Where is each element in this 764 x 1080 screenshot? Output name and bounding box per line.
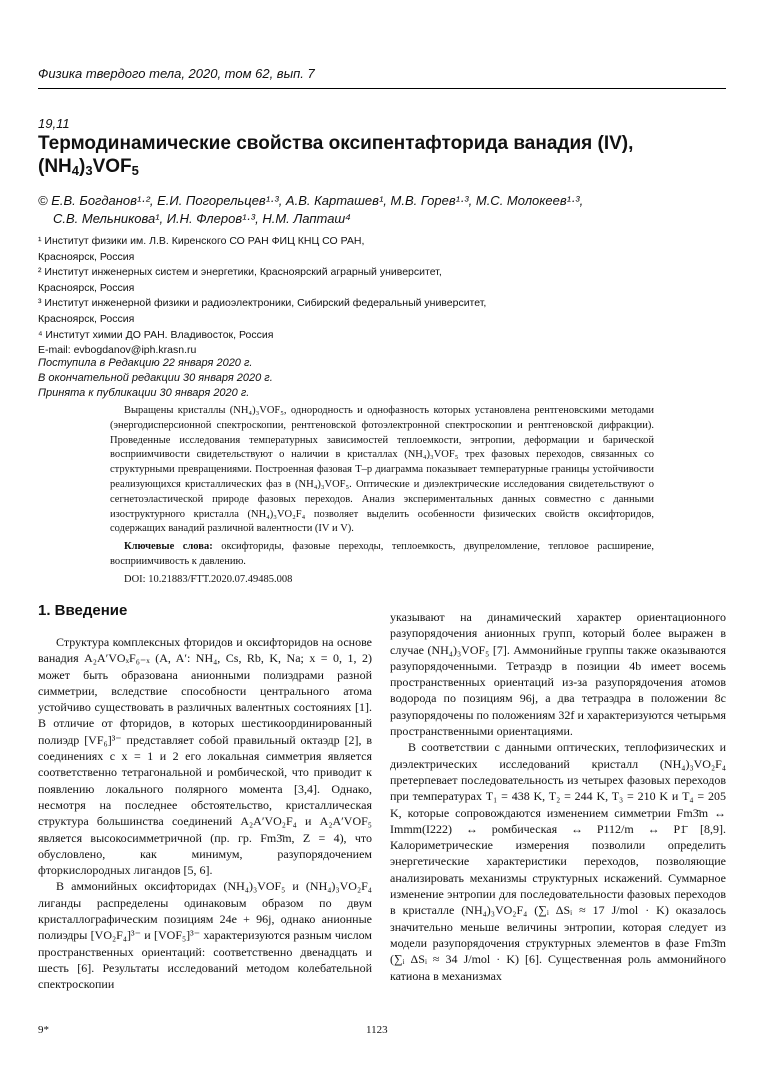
printer-signature: 9* xyxy=(38,1024,49,1036)
abstract: Выращены кристаллы (NH₄)₃VOF₅, однородность и однофазность которых установлена рентгеновскими методами (энергодисперсионной спектроскопии, рентгеновской фотоэлектронной спектроскопии и рентгеновской дифракции). Проведенные исследования температурных зависимостей теплоемкости, энтропии, деформации и барической восприимчивости свидетельствуют о наличии в кристаллах (NH₄)₃VOF₅ трех фазовых переходов, связанных со структурными превращениями. Построенная фазовая T–p диаграмма показывает температурные границы устойчивости реализующихся кристаллических фаз в (NH₄)₃VOF₅. Оптические и диэлектрические исследования свидетельствуют о сегнетоэластической природе фазовых переходов. Анализ экспериментальных данных совместно с данными изоструктурного кристалла (NH₄)₃VO₂F₄ позволяет выделить особенности физических свойств оксифторидов, содержащих ванадий различной валентности (IV и V). xyxy=(110,405,654,535)
authors-line-1: © Е.В. Богданов¹·², Е.И. Погорельцев¹·³, А.В. Карташев¹, М.В. Горев¹·³, М.С. Молокеев¹·³, xyxy=(38,193,584,208)
keywords-label: Ключевые слова: xyxy=(124,541,213,552)
affiliation-1-city: Красноярск, Россия xyxy=(38,250,135,263)
affiliation-1: ¹ Институт физики им. Л.В. Киренского СО РАН ФИЦ КНЦ СО РАН, xyxy=(38,235,365,247)
date-received: Поступила в Редакцию 22 января 2020 г. xyxy=(38,357,253,369)
doi[interactable]: DOI: 10.21883/FTT.2020.07.49485.008 xyxy=(124,574,293,585)
affiliation-3-city: Красноярск, Россия xyxy=(38,312,135,325)
date-revised: В окончательной редакции 30 января 2020 г. xyxy=(38,372,273,384)
udc-code: 19,11 xyxy=(38,116,70,131)
date-accepted: Принята к публикации 30 января 2020 г. xyxy=(38,387,250,399)
paragraph: указывают на динамический характер ориентационного разупорядочения анионных групп, который более выражен в случае (NH₄)₃VOF₅ [7]. Аммонийные группы также оказываются разупорядоченными. Тетраэдр в позиции 4b имеет восемь пространственных ориентаций из-за разупорядочения атомов водорода по позициям 96j, а два тетраэдра в положении 8c разупорядочены по положениям 32f и характеризуются четырьмя пространственными ориентациями. xyxy=(390,610,726,739)
right-column xyxy=(390,609,726,984)
keywords-text: оксифториды, фазовые переходы, теплоемкость, двупреломление, тепловое расширение, восприимчивость к давлению. xyxy=(110,541,654,567)
affiliation-4: ⁴ Институт химии ДО РАН. Владивосток, Россия xyxy=(38,328,274,341)
paragraph: В соответствии с данными оптических, теплофизических и диэлектрических исследований кристалл (NH₄)₃VO₂F₄ претерпевает последовательность из четырех фазовых переходов при температурах T₁ = 438 K, T₂ = 244 K, T₃ = 210 K и T₄ = 205 K, которые сопровождаются изменением симметрии Fm3̄m ↔ Immm(I222) ↔ ромбическая ↔ P112/m ↔ P1̄ [8,9]. Калориметрические измерения позволили определить энергетические характеристики переходов, позволяющие анализировать механизмы структурных искажений. Суммарное изменение энтропии для последовательности фазовых переходов в кристалле (NH₄)₃VO₂F₄ (∑ᵢ ΔSᵢ ≈ 17 J/mol · K) оказалось значительно меньше величины энтропии, которая следует из модели разупорядочения структурных элементов в фазе Fm3̄m (∑ᵢ ΔSᵢ ≈ 34 J/mol · K) [6]. Существенная роль аммонийного катиона в механизмах xyxy=(390,740,726,983)
paragraph: В аммонийных оксифторидах (NH₄)₃VOF₅ и (NH₄)₃VO₂F₄ лиганды распределены одинаковым образом по двум кристаллографическим позициям 24e + 96j, однако анионные полиэдры [VO₂F₄]³⁻ и [VOF₅]³⁻ характеризуются разным числом пространственных ориентаций: соответственно двенадцать и шесть [6]. Результаты исследований методом колебательной спектроскопии xyxy=(38,879,372,992)
affiliation-2-city: Красноярск, Россия xyxy=(38,281,135,294)
authors-line-2: С.В. Мельникова¹, И.Н. Флеров¹·³, Н.М. Лапташ⁴ xyxy=(53,211,351,226)
journal-header: Физика твердого тела, 2020, том 62, вып. 7 xyxy=(38,66,315,81)
affiliation-3: ³ Институт инженерной физики и радиоэлектроники, Сибирский федеральный университет, xyxy=(38,297,487,310)
authors xyxy=(38,192,728,228)
affiliation-2: ² Институт инженерных систем и энергетики, Красноярский аграрный университет, xyxy=(38,266,442,279)
affiliations xyxy=(38,234,728,359)
contact-email[interactable]: E-mail: evbogdanov@iph.krasn.ru xyxy=(38,344,197,357)
article-title xyxy=(38,132,728,182)
publication-dates xyxy=(38,356,273,401)
header-rule xyxy=(38,88,726,89)
title-formula: $(NH_4)_3VOF_5$ xyxy=(38,156,139,178)
page-number: 1123 xyxy=(366,1024,388,1036)
left-column xyxy=(38,634,372,993)
title-line-1: Термодинамические свойства оксипентафторида ванадия (IV), xyxy=(38,133,634,154)
section-heading: 1. Введение xyxy=(38,602,128,619)
paragraph: Структура комплексных фторидов и оксифторидов на основе ванадия A₂A′VOₓF₆₋ₓ (A, A′: NH₄, Cs, Rb, K, Na; x = 0, 1, 2) может быть образована анионными полиэдрами разной симметрии, вследствие способности центрального атома устойчиво существовать в различных валентных состояниях [1]. В отличие от фторидов, в которых шестикоординированный полиэдр [VF₆]³⁻ представляет собой правильный октаэдр [2], в соединениях с x = 1 и 2 его локальная симметрия является соответственно тетрагональной и ромбической, что приводит к появлению локального полярного момента [3,4]. Однако, несмотря на последнее обстоятельство, кристаллическая структура большинства соединений A₂A′VO₂F₄ и A₂A′VOF₅ является высокосимметричной (пр. гр. Fm3̄m, Z = 4), что обусловлено, как минимум, разупорядочением фторкислородных лигандов [5, 6]. xyxy=(38,635,372,878)
keywords xyxy=(110,540,654,570)
